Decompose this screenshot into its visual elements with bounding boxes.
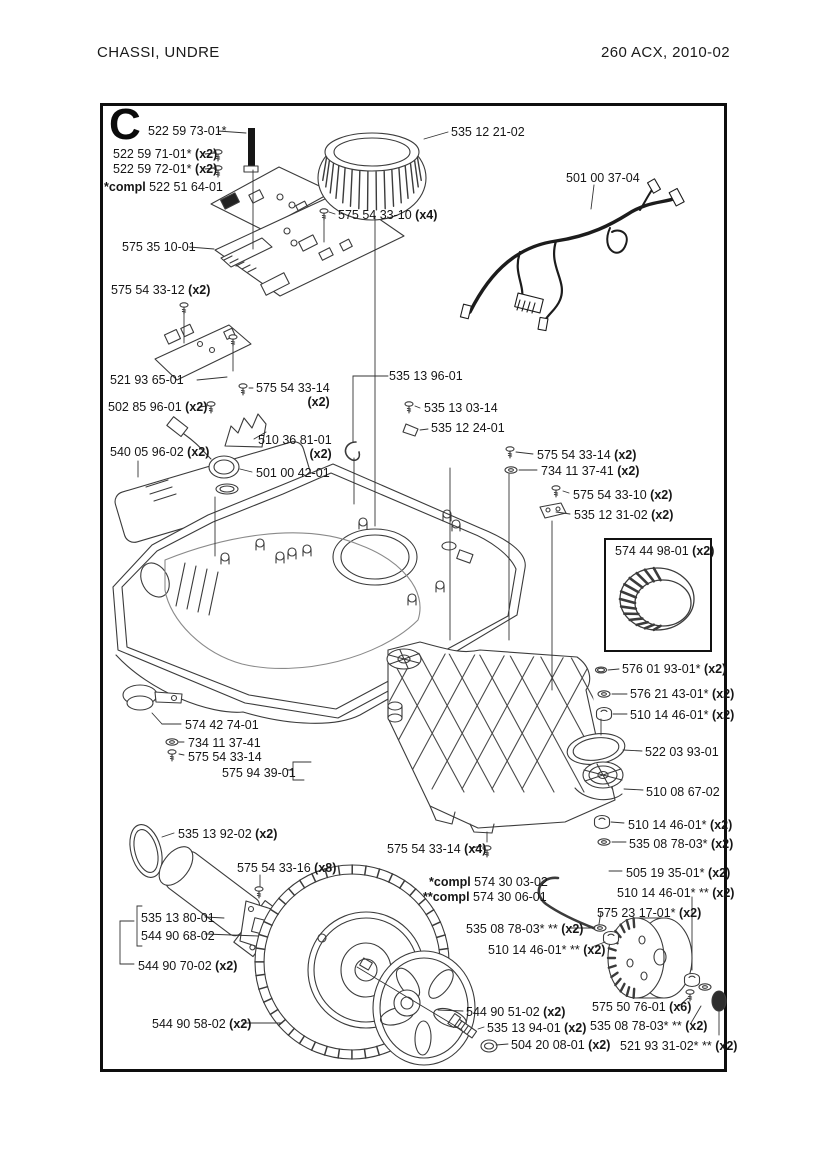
part-number: 575 23 17-01* [597, 906, 676, 920]
part-number: 521 93 31-02* ** [620, 1039, 712, 1053]
part-label [573, 488, 672, 502]
part-label [630, 708, 734, 722]
part-qty: (x2) [692, 544, 715, 558]
part-number: 575 54 33-14 [188, 750, 262, 764]
part-qty: (x2) [309, 447, 332, 461]
part-label [487, 1021, 586, 1035]
part-number: 575 94 39-01 [222, 766, 296, 780]
part-qty: (x2) [651, 508, 674, 522]
left-cap [123, 685, 182, 710]
part-number: 510 08 67-02 [646, 785, 720, 799]
part-qty: (x2) [710, 818, 733, 832]
part-number: 501 00 37-04 [566, 171, 640, 185]
part-qty: (x4) [415, 208, 438, 222]
part-qty: (x2) [195, 147, 218, 161]
part-label [178, 827, 277, 841]
part-number: 521 93 65-01 [110, 373, 184, 387]
part-label [630, 687, 734, 701]
part-number: 535 08 78-03* ** [466, 922, 558, 936]
part-label [108, 400, 207, 414]
front-drum-wheel [608, 918, 692, 998]
part-label [113, 147, 217, 161]
part-number: 522 59 73-01* [148, 124, 227, 138]
part-number: 544 90 68-02 [141, 929, 215, 943]
part-number: 535 12 21-02 [451, 125, 525, 139]
part-label [597, 906, 701, 920]
fan-cage [318, 133, 426, 220]
part-label [424, 401, 498, 415]
part-qty: (x2) [712, 708, 735, 722]
part-label [188, 736, 261, 750]
small-pcb [155, 324, 251, 380]
part-label [566, 171, 640, 185]
part-label [141, 929, 215, 943]
part-label [387, 842, 486, 856]
part-number: 522 59 72-01* [113, 162, 192, 176]
antenna-part [244, 128, 258, 172]
part-number: 540 05 96-02 [110, 445, 184, 459]
small-clip [403, 424, 418, 436]
part-number: 576 21 43-01* [630, 687, 709, 701]
part-label [488, 943, 605, 957]
part-number: 575 54 33-12 [111, 283, 185, 297]
part-number: 535 08 78-03* [629, 837, 708, 851]
part-label [237, 861, 336, 875]
part-number: 575 54 33-10 [573, 488, 647, 502]
part-label [111, 283, 210, 297]
axle-end-cap [712, 991, 726, 1011]
part-label [628, 818, 732, 832]
part-label [431, 421, 505, 435]
part-qty: (x2) [712, 886, 735, 900]
compl-prefix: *compl [104, 180, 146, 194]
part-label [590, 1019, 707, 1033]
part-number: 535 08 78-03* ** [590, 1019, 682, 1033]
part-number: 510 36 81-01 [258, 433, 332, 447]
part-number: 575 35 10-01 [122, 240, 196, 254]
part-number: 535 13 80-01 [141, 911, 215, 925]
part-number: 574 30 06-01 [473, 890, 547, 904]
part-qty: (x2) [185, 400, 208, 414]
part-number: 544 90 70-02 [138, 959, 212, 973]
part-number: 535 12 31-02 [574, 508, 648, 522]
part-qty: (x2) [564, 1021, 587, 1035]
part-label [574, 508, 673, 522]
part-label [141, 911, 215, 925]
part-label [389, 369, 463, 383]
part-qty: (x2) [614, 448, 637, 462]
cable-harness [460, 179, 684, 331]
part-number: 544 90 51-02 [466, 1005, 540, 1019]
wheel-pivot [583, 762, 623, 788]
part-label [113, 162, 217, 176]
part-number: 510 14 46-01* [630, 708, 709, 722]
part-number: 510 14 46-01* [628, 818, 707, 832]
part-label [188, 750, 262, 764]
tire-band [620, 568, 694, 630]
part-number: 575 50 76-01 [592, 1000, 666, 1014]
part-number: 575 54 33-16 [237, 861, 311, 875]
part-label [466, 1005, 565, 1019]
part-number: 575 54 33-14 [256, 381, 330, 395]
part-label [138, 959, 237, 973]
part-label [451, 125, 525, 139]
part-label [148, 124, 227, 138]
part-label [541, 464, 639, 478]
part-number: 535 13 92-02 [178, 827, 252, 841]
part-qty: (x2) [711, 837, 734, 851]
part-label [222, 766, 296, 780]
part-number: 535 13 96-01 [389, 369, 463, 383]
part-qty: (x2) [679, 906, 702, 920]
part-label [466, 922, 583, 936]
part-label [110, 373, 184, 387]
part-number: 734 11 37-41 [188, 736, 261, 750]
part-label [338, 208, 437, 222]
part-number: 522 03 93-01 [645, 745, 719, 759]
part-label [645, 745, 719, 759]
part-number: 535 13 03-14 [424, 401, 498, 415]
part-qty: (x4) [464, 842, 487, 856]
part-number: 574 44 98-01 [615, 544, 689, 558]
part-label [104, 180, 223, 194]
part-qty: (x2) [561, 922, 584, 936]
part-number: 522 59 71-01* [113, 147, 192, 161]
part-label [626, 866, 730, 880]
bracket-plate [540, 503, 566, 518]
part-number: 575 54 33-10 [338, 208, 412, 222]
part-qty: (x2) [685, 1019, 708, 1033]
part-number: 510 14 46-01* ** [617, 886, 709, 900]
part-label [429, 875, 548, 889]
page-title: CHASSI, UNDRE [97, 44, 220, 61]
part-label [110, 445, 209, 459]
part-label [423, 890, 547, 904]
part-qty: (x2) [588, 1038, 611, 1052]
part-number: 535 13 94-01 [487, 1021, 561, 1035]
part-label [615, 544, 714, 558]
part-label [617, 886, 734, 900]
part-label [185, 718, 259, 732]
part-number: 734 11 37-41 [541, 464, 614, 478]
part-number: 504 20 08-01 [511, 1038, 585, 1052]
part-qty: (x2) [307, 395, 330, 409]
part-qty: (x2) [704, 662, 727, 676]
part-label [511, 1038, 610, 1052]
part-label [622, 662, 726, 676]
part-qty: (x2) [215, 959, 238, 973]
part-label [537, 448, 636, 462]
part-qty: (x2) [195, 162, 218, 176]
part-qty: (x2) [188, 283, 211, 297]
part-qty: (x2) [712, 687, 735, 701]
part-label [152, 1017, 251, 1031]
hook-clip [345, 442, 359, 460]
part-qty: (x2) [187, 445, 210, 459]
part-qty: (x2) [715, 1039, 738, 1053]
part-label [620, 1039, 737, 1053]
part-number: 510 14 46-01* ** [488, 943, 580, 957]
part-qty: (x2) [255, 827, 278, 841]
part-qty: (x2) [583, 943, 606, 957]
section-letter: C [109, 100, 141, 149]
part-qty: (x2) [229, 1017, 252, 1031]
part-number: 502 85 96-01 [108, 400, 182, 414]
part-number: 574 42 74-01 [185, 718, 259, 732]
compl-prefix: *compl [429, 875, 471, 889]
part-label [629, 837, 733, 851]
part-qty: (x6) [669, 1000, 692, 1014]
part-number: 576 01 93-01* [622, 662, 701, 676]
inner-wheel [373, 951, 475, 1065]
part-number: 544 90 58-02 [152, 1017, 226, 1031]
part-label [122, 240, 196, 254]
part-qty: (x8) [314, 861, 337, 875]
part-label [256, 466, 330, 480]
part-label [592, 1000, 691, 1014]
part-label [256, 381, 330, 409]
part-number: 501 00 42-01 [256, 466, 330, 480]
part-qty: (x2) [650, 488, 673, 502]
part-qty: (x2) [543, 1005, 566, 1019]
part-label [646, 785, 720, 799]
part-number: 505 19 35-01* [626, 866, 705, 880]
part-qty: (x2) [708, 866, 731, 880]
compl-prefix: **compl [423, 890, 470, 904]
part-label [258, 433, 332, 461]
part-qty: (x2) [617, 464, 640, 478]
part-number: 522 51 64-01 [149, 180, 223, 194]
part-number: 575 54 33-14 [387, 842, 461, 856]
part-number: 535 12 24-01 [431, 421, 505, 435]
part-number: 574 30 03-02 [474, 875, 548, 889]
model-revision: 260 ACX, 2010-02 [601, 44, 730, 61]
part-number: 575 54 33-14 [537, 448, 611, 462]
